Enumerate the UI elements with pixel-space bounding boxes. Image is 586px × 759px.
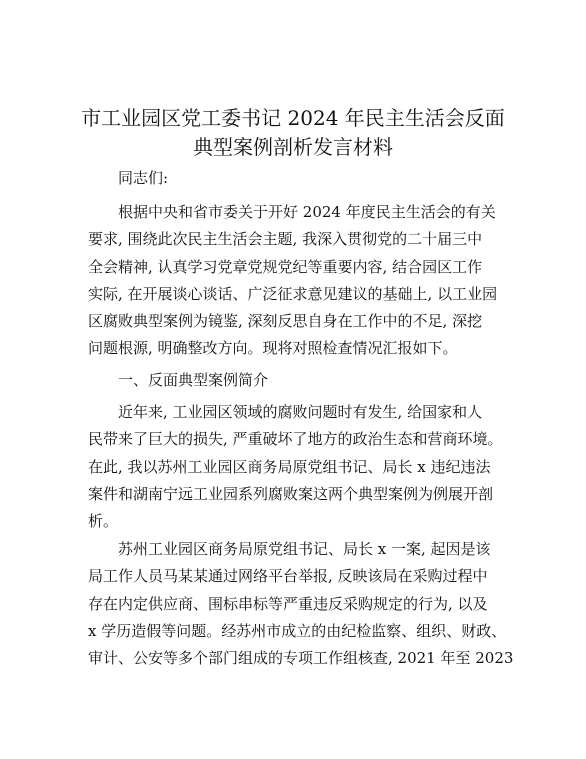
paragraph-line: 局工作人员马某某通过网络平台举报, 反映该局在采购过程中: [88, 567, 488, 586]
paragraph-line: 问题根源, 明确整改方向。现将对照检查情况汇报如下。: [88, 339, 458, 358]
paragraph-line: 近年来, 工业园区领域的腐败问题时有发生, 给国家和人: [118, 403, 483, 421]
paragraph-line: 根据中央和省市委关于开好 2024 年度民主生活会的有关: [118, 203, 496, 221]
paragraph-line: 区腐败典型案例为镜鉴, 深刻反思自身在工作中的不足, 深挖: [88, 312, 483, 331]
salutation: 同志们:: [118, 169, 169, 187]
paragraph-line: 析。: [88, 512, 119, 531]
paragraph-line: 审计、公安等多个部门组成的专项工作组核查, 2021 年至 2023: [88, 649, 514, 668]
paragraph-intro: [88, 199, 500, 363]
section-heading: 一、反面典型案例简介: [118, 371, 269, 389]
paragraph-line: 全会精神, 认真学习党章党规党纪等重要内容, 结合园区工作: [88, 257, 483, 276]
paragraph-line: 在此, 我以苏州工业园区商务局原党组书记、局长 x 违纪违法: [88, 457, 491, 476]
paragraph-case-suzhou: [88, 536, 514, 672]
paragraph-line: 案件和湖南宁远工业园系列腐败案这两个典型案例为例展开剖: [88, 484, 494, 503]
paragraph-line: 苏州工业园区商务局原党组书记、局长 x 一案, 起因是该: [118, 540, 491, 558]
paragraph-line: 要求, 围绕此次民主生活会主题, 我深入贯彻党的二十届三中: [88, 230, 483, 249]
paragraph-line: 实际, 在开展谈心谈话、广泛征求意见建议的基础上, 以工业园: [88, 284, 498, 303]
paragraph-overview: [88, 399, 503, 535]
paragraph-line: x 学历造假等问题。经苏州市成立的由纪检监察、组织、财政、: [88, 621, 507, 640]
paragraph-line: 民带来了巨大的损失, 严重破坏了地方的政治生态和营商环境。: [88, 430, 503, 449]
document-title-line-1: 市工业园区党工委书记 2024 年民主生活会反面: [81, 106, 505, 130]
document-title-line-2: 典型案例剖析发言材料: [193, 135, 393, 159]
paragraph-line: 存在内定供应商、围标串标等严重违反采购规定的行为, 以及: [88, 594, 488, 613]
